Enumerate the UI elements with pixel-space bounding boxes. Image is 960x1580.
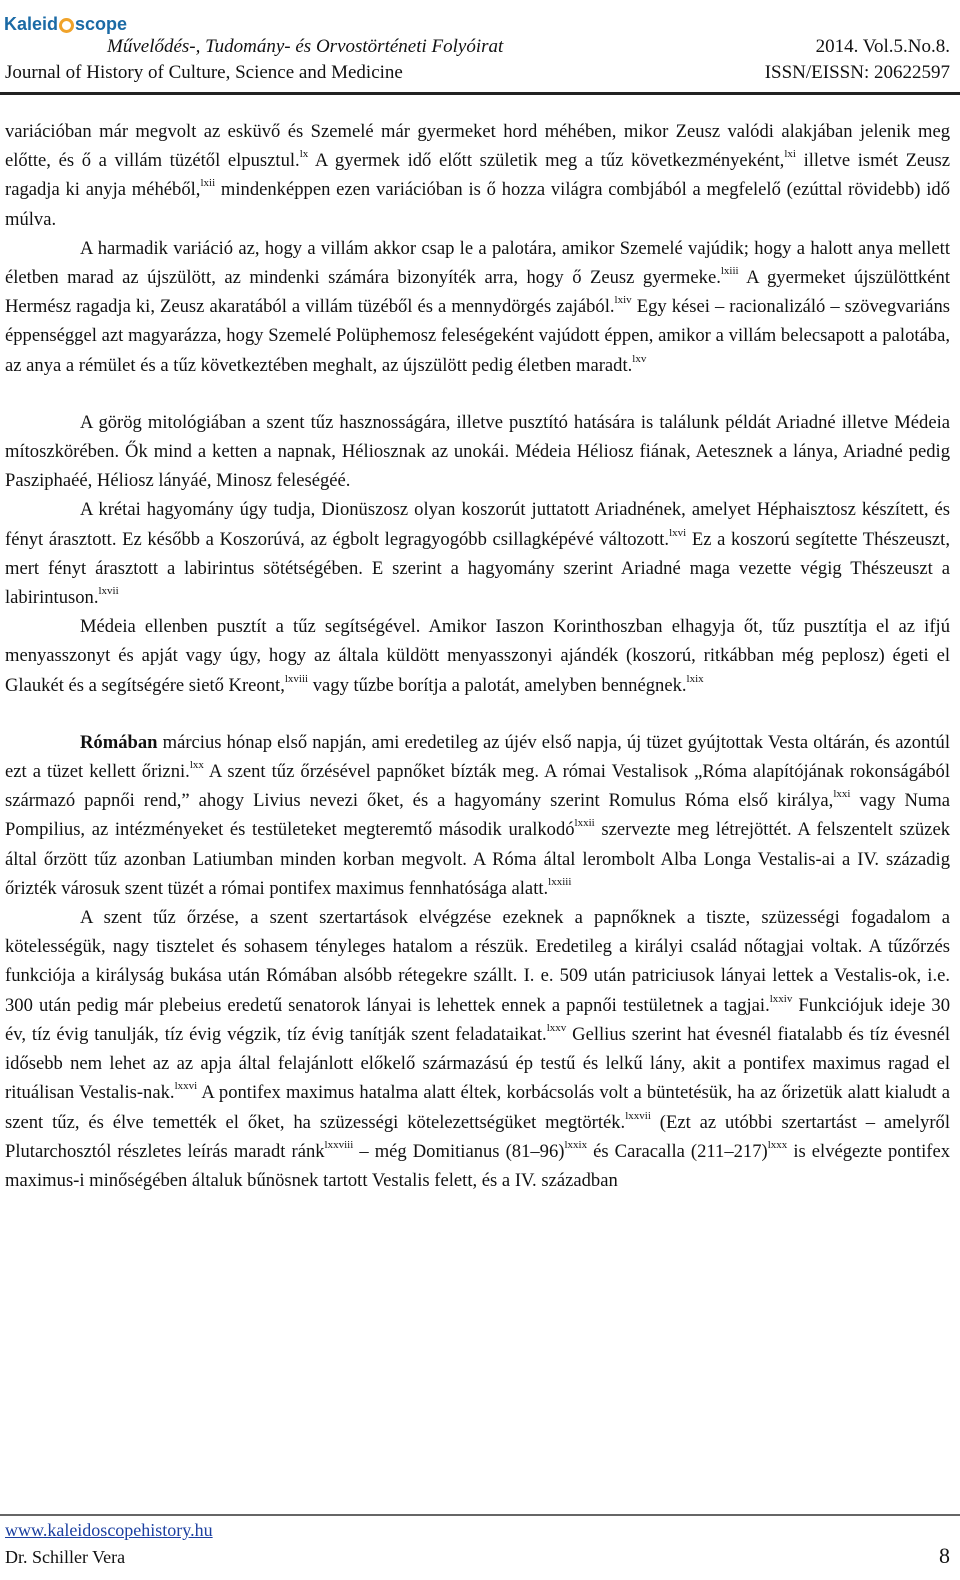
logo-text-right: scope xyxy=(75,13,128,34)
footnote-ref: lxiv xyxy=(614,294,632,307)
footnote-ref: lxx xyxy=(189,759,204,772)
text-run: Ez a koszorú segítette Thészeuszt, mert fényt árasztott a labirintus sötétségében. E szerint a hagyomány szerint Ariadné maga vezette végig Thészeuszt a labirintuson. xyxy=(5,528,950,609)
footnote-ref: lxxiii xyxy=(548,875,572,888)
text-run: A szent tűz őrzése, a szent szertartások elvégzése ezeknek a papnőknek a tiszte, szüzességi fogadalom a kötelességük, nagy tisztelet és sohasem tényleges hatalom a részük. Eredetileg a királyi család nőtagjai voltak. A tűzőrzés funkciója a királyság bukása után Rómában alsóbb rétegekre szállt. I. e. 509 után patriciusok lányai lettek a Vestalis-ok, i.e. 300 után pedig már plebeius eredetű senatorok lányai is lehettek ennek a papnői testületnek a tagjai. xyxy=(5,907,950,1016)
bold-text: Rómában xyxy=(80,731,158,753)
text-run: A gyermeket újszülöttként Hermész ragadja ki, Zeusz akaratából a villám tüzéből és a mennydörgés zajából. xyxy=(5,267,950,318)
logo-text-left: Kaleid xyxy=(4,13,59,34)
logo-ring-icon xyxy=(59,18,74,33)
text-run: Médeia ellenben pusztít a tűz segítségével. Amikor Iaszon Korinthoszban elhagyja őt, tűz pusztítja el az ifjú menyasszonyt és apját vagy úgy, hogy az általa küldött menyasszonyi ajándék (koszorú, ritkábban még peplosz) égeti el Glaukét és a segítségére siető Kreont, xyxy=(5,616,950,696)
footnote-ref: lxix xyxy=(686,672,704,685)
text-run: is elvégezte pontifex maximus-i minőségében általuk bűnösnek tartott Vestalis felett, és a IV. században xyxy=(5,1140,950,1191)
text-run: (Ezt az utóbbi szertartást – amelyről Plutarchosztól részletes leírás maradt ránk xyxy=(5,1111,950,1162)
text-run: – még Domitianus (81–96) xyxy=(353,1140,565,1162)
footer-divider xyxy=(0,1514,960,1516)
paragraph xyxy=(5,728,950,903)
text-run: vagy Numa Pompilius, az intézményeket és testületeket megteremtő második uralkodó xyxy=(5,790,950,841)
page-footer xyxy=(0,1514,960,1580)
footnote-ref: lxi xyxy=(784,148,796,161)
footnote-ref: lxviii xyxy=(284,672,309,685)
footnote-ref: lxxii xyxy=(574,817,595,830)
footnote-ref: lxxiv xyxy=(769,992,793,1005)
text-run: mindenképpen ezen variációban is ő hozza világra combjából a megfelelő (ezúttal rövidebb) idő múlva. xyxy=(5,179,951,230)
issn-label: ISSN/EISSN: 20622597 xyxy=(764,62,950,83)
text-run: A harmadik variáció az, hogy a villám akkor csap le a palotára, amikor Szemelé vajúdik; hogy a halott anya mellett életben marad az újszülött, az mindenki számára bizonyíték arra, hogy ő Zeusz gyermeke. xyxy=(5,237,950,289)
text-run: Egy kései – racionalizáló – szövegvariáns éppenséggel azt magyarázza, hogy Szemelé Polüphemosz feleségeként vajúdott éppen, amikor a villám belecsapott a palotába, az anya a rémület és a tűz következtében meghalt, az újszülött pedig életben maradt. xyxy=(5,296,950,376)
website-link[interactable]: www.kaleidoscopehistory.hu xyxy=(5,1520,213,1540)
text-run: vagy tűzbe borítja a palotát, amelyben bennégnek. xyxy=(308,674,687,696)
text-run: március hónap első napján, ami eredetileg az újév első napja, új tüzet gyújtottak Vesta oltárán, és azontúl ezt a tüzet kellett őrizni. xyxy=(5,731,950,783)
journal-title-en: Journal of History of Culture, Science and Medicine xyxy=(5,62,403,83)
text-run: A pontifex maximus hatalma alatt éltek, korbácsolás volt a büntetésük, ha az őrizetük alatt kialudt a szent tűz, és élve temették el őket, ha szüzességi kötelezettségüket megtörték. xyxy=(5,1082,950,1133)
footnote-ref: lxxix xyxy=(564,1138,588,1151)
text-run: A görög mitológiában a szent tűz hasznosságára, illetve pusztító hatására is találunk példát Ariadné illetve Médeia mítoszkörében. Ők mind a ketten a napnak, Héliosznak az unokái. Médeia Héliosz fiának, Aetesznek a lánya, Ariadné pedig Pasziphaéé, Héliosz lányáé, Minosz feleségéé. xyxy=(5,411,950,492)
journal-title-hu: Művelődés-, Tudomány- és Orvostörténeti Folyóirat xyxy=(107,36,504,57)
footnote-ref: lxxviii xyxy=(324,1138,354,1151)
footnote-ref: lxvii xyxy=(98,585,119,598)
paragraph xyxy=(5,408,950,496)
page-number: 8 xyxy=(939,1543,950,1568)
paragraph-gap xyxy=(5,380,950,408)
footnote-ref: lxxvii xyxy=(625,1109,651,1122)
footnote-ref: lxxx xyxy=(767,1138,788,1151)
text-run: Gellius szerint hat évesnél fiatalabb és tíz évesnél idősebb nem lehet az az apja által felajánlott előkelő származású ép testű és lelkű lány, akit a pontifex maximus ragad el rituálisan Vestalis-nak. xyxy=(5,1023,950,1104)
text-run: variációban már megvolt az esküvő és Szemelé már gyermeket hord méhében, mikor Zeusz valódi alakjában jelenik meg előtte, és ő a villám tüzétől elpusztul. xyxy=(5,121,950,172)
text-run: A gyermek idő előtt születik meg a tűz következményeként, xyxy=(308,150,785,172)
header-divider xyxy=(0,92,960,95)
page-header xyxy=(0,0,960,108)
text-run: szervezte meg létrejöttét. A felszentelt szüzek által őrzött tűz azonban Latiumban minden korban megvolt. A Róma által lerombolt Alba Longa Vestalis-ai a IV. századig őrizték városuk szent tüzét a római pontifex maximus fennhatósága alatt. xyxy=(5,819,950,899)
text-run: illetve ismét Zeusz ragadja ki anyja méhéből, xyxy=(5,150,951,201)
footnote-ref: lxxi xyxy=(833,788,851,801)
footnote-ref: lxii xyxy=(200,177,216,190)
footnote-ref: lx xyxy=(299,148,309,161)
text-run: és Caracalla (211–217) xyxy=(587,1140,768,1162)
issue-label: 2014. Vol.5.No.8. xyxy=(815,36,950,57)
footnote-ref: lxxvi xyxy=(174,1080,198,1093)
footnote-ref: lxiii xyxy=(720,265,739,278)
paragraph xyxy=(5,903,950,1195)
paragraph xyxy=(5,495,950,612)
paragraph xyxy=(5,234,950,380)
text-run: A krétai hagyomány úgy tudja, Dionüszosz olyan koszorút juttatott Ariadnének, amelyet Héphaisztosz készített, és fényt árasztott. Ez később a Koszorúvá, az égbolt legragyogóbb csillagképévé változott. xyxy=(5,499,950,550)
text-run: A szent tűz őrzésével papnőket bízták meg. A római Vestalisok „Róma alapítójának rokonságából származó papnői rend,” ahogy Livius nevezi őket, és a hagyomány szerint Romulus Róma első királya, xyxy=(5,761,950,812)
paragraph xyxy=(5,612,950,700)
text-run: Funkciójuk ideje 30 év, tíz évig tanulják, tíz évig végzik, tíz évig tanítják szent feladataikat. xyxy=(5,994,950,1045)
article-body xyxy=(5,117,950,1195)
paragraph-gap xyxy=(5,700,950,728)
footnote-ref: lxvi xyxy=(669,526,687,539)
footnote-ref: lxv xyxy=(632,352,647,365)
paragraph xyxy=(5,117,950,234)
footnote-ref: lxxv xyxy=(546,1021,567,1034)
author-name: Dr. Schiller Vera xyxy=(5,1547,126,1567)
